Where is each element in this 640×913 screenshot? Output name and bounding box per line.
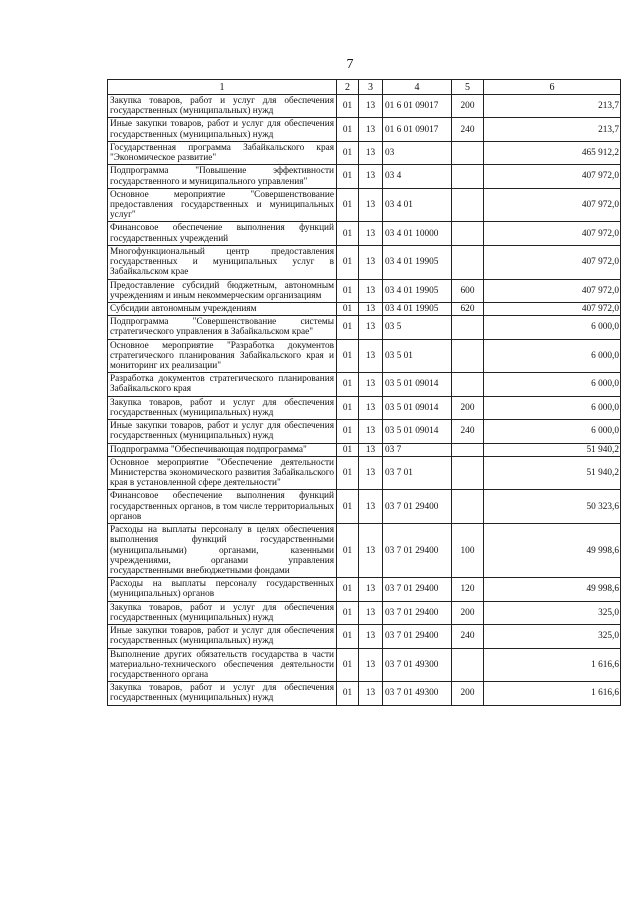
table-row bbox=[108, 456, 621, 490]
header-col-6: 6 bbox=[484, 80, 621, 95]
chapter-code: 01 bbox=[337, 316, 359, 339]
item-name: Расходы на выплаты персоналу в целях обеспечения выполнения функций государственными (муниципальными) органами, казенными учреждениями, органами управления государственными внебюджетными фондами bbox=[108, 524, 337, 578]
item-name: Выполнение других обязательств государства в части материально-технического обеспечения деятельности государственного органа bbox=[108, 648, 337, 682]
expense-type-code bbox=[452, 443, 484, 456]
table-row bbox=[108, 316, 621, 339]
subsection-code: 13 bbox=[359, 222, 383, 245]
chapter-code: 01 bbox=[337, 648, 359, 682]
item-name: Основное мероприятие "Разработка документов стратегического планирования Забайкальского края и мониторинг их реализации" bbox=[108, 339, 337, 373]
subsection-code: 13 bbox=[359, 188, 383, 222]
expense-type-code: 600 bbox=[452, 279, 484, 302]
subsection-code: 13 bbox=[359, 578, 383, 601]
amount: 465 912,2 bbox=[484, 141, 621, 164]
amount: 1 616,6 bbox=[484, 648, 621, 682]
amount: 49 998,6 bbox=[484, 524, 621, 578]
target-article-code: 03 4 01 19905 bbox=[383, 302, 452, 315]
amount: 407 972,0 bbox=[484, 279, 621, 302]
amount: 325,0 bbox=[484, 625, 621, 648]
expense-type-code bbox=[452, 456, 484, 490]
chapter-code: 01 bbox=[337, 302, 359, 315]
table-row bbox=[108, 245, 621, 279]
target-article-code: 01 6 01 09017 bbox=[383, 95, 452, 118]
table-row bbox=[108, 165, 621, 188]
expense-type-code bbox=[452, 373, 484, 396]
target-article-code: 03 5 01 09014 bbox=[383, 373, 452, 396]
chapter-code: 01 bbox=[337, 339, 359, 373]
chapter-code: 01 bbox=[337, 420, 359, 443]
header-col-3: 3 bbox=[359, 80, 383, 95]
subsection-code: 13 bbox=[359, 443, 383, 456]
table-row bbox=[108, 578, 621, 601]
header-col-5: 5 bbox=[452, 80, 484, 95]
expense-type-code bbox=[452, 316, 484, 339]
subsection-code: 13 bbox=[359, 373, 383, 396]
table-row bbox=[108, 141, 621, 164]
chapter-code: 01 bbox=[337, 578, 359, 601]
item-name: Государственная программа Забайкальского края "Экономическое развитие" bbox=[108, 141, 337, 164]
target-article-code: 03 4 01 bbox=[383, 188, 452, 222]
subsection-code: 13 bbox=[359, 524, 383, 578]
chapter-code: 01 bbox=[337, 165, 359, 188]
header-col-1: 1 bbox=[108, 80, 337, 95]
table-row bbox=[108, 625, 621, 648]
table-row bbox=[108, 188, 621, 222]
item-name: Закупка товаров, работ и услуг для обеспечения государственных (муниципальных) нужд bbox=[108, 601, 337, 624]
chapter-code: 01 bbox=[337, 443, 359, 456]
subsection-code: 13 bbox=[359, 601, 383, 624]
expense-type-code bbox=[452, 141, 484, 164]
amount: 213,7 bbox=[484, 118, 621, 141]
table-row bbox=[108, 420, 621, 443]
target-article-code: 03 bbox=[383, 141, 452, 164]
table-row bbox=[108, 373, 621, 396]
chapter-code: 01 bbox=[337, 222, 359, 245]
expense-type-code bbox=[452, 188, 484, 222]
table-row bbox=[108, 682, 621, 705]
chapter-code: 01 bbox=[337, 279, 359, 302]
target-article-code: 03 4 01 10000 bbox=[383, 222, 452, 245]
target-article-code: 01 6 01 09017 bbox=[383, 118, 452, 141]
subsection-code: 13 bbox=[359, 165, 383, 188]
amount: 50 323,6 bbox=[484, 490, 621, 524]
table-row bbox=[108, 396, 621, 419]
item-name: Подпрограмма "Совершенствование системы стратегического управления в Забайкальском крае" bbox=[108, 316, 337, 339]
target-article-code: 03 7 01 29400 bbox=[383, 524, 452, 578]
chapter-code: 01 bbox=[337, 625, 359, 648]
amount: 407 972,0 bbox=[484, 302, 621, 315]
item-name: Иные закупки товаров, работ и услуг для обеспечения государственных (муниципальных) нужд bbox=[108, 420, 337, 443]
table-row bbox=[108, 279, 621, 302]
amount: 51 940,2 bbox=[484, 443, 621, 456]
item-name: Подпрограмма "Обеспечивающая подпрограмма" bbox=[108, 443, 337, 456]
chapter-code: 01 bbox=[337, 188, 359, 222]
target-article-code: 03 5 01 09014 bbox=[383, 396, 452, 419]
subsection-code: 13 bbox=[359, 316, 383, 339]
item-name: Иные закупки товаров, работ и услуг для обеспечения государственных (муниципальных) нужд bbox=[108, 118, 337, 141]
subsection-code: 13 bbox=[359, 302, 383, 315]
amount: 6 000,0 bbox=[484, 316, 621, 339]
item-name: Финансовое обеспечение выполнения функций государственных органов, в том числе территориальных органов bbox=[108, 490, 337, 524]
item-name: Основное мероприятие "Совершенствование предоставления государственных и муниципальных услуг" bbox=[108, 188, 337, 222]
expense-type-code bbox=[452, 165, 484, 188]
expense-type-code: 620 bbox=[452, 302, 484, 315]
item-name: Предоставление субсидий бюджетным, автономным учреждениям и иным некоммерческим организациям bbox=[108, 279, 337, 302]
amount: 6 000,0 bbox=[484, 396, 621, 419]
amount: 407 972,0 bbox=[484, 245, 621, 279]
expense-type-code: 200 bbox=[452, 601, 484, 624]
amount: 407 972,0 bbox=[484, 222, 621, 245]
subsection-code: 13 bbox=[359, 141, 383, 164]
subsection-code: 13 bbox=[359, 245, 383, 279]
table-row bbox=[108, 339, 621, 373]
chapter-code: 01 bbox=[337, 682, 359, 705]
expense-type-code: 240 bbox=[452, 118, 484, 141]
expense-type-code: 240 bbox=[452, 625, 484, 648]
expense-type-code bbox=[452, 339, 484, 373]
table-row bbox=[108, 601, 621, 624]
item-name: Закупка товаров, работ и услуг для обеспечения государственных (муниципальных) нужд bbox=[108, 396, 337, 419]
header-col-4: 4 bbox=[383, 80, 452, 95]
target-article-code: 03 7 01 49300 bbox=[383, 682, 452, 705]
table-row bbox=[108, 524, 621, 578]
subsection-code: 13 bbox=[359, 118, 383, 141]
target-article-code: 03 4 01 19905 bbox=[383, 245, 452, 279]
expense-type-code: 200 bbox=[452, 95, 484, 118]
expense-type-code bbox=[452, 648, 484, 682]
table-row bbox=[108, 302, 621, 315]
header-row bbox=[108, 80, 621, 95]
amount: 6 000,0 bbox=[484, 420, 621, 443]
chapter-code: 01 bbox=[337, 141, 359, 164]
subsection-code: 13 bbox=[359, 279, 383, 302]
amount: 407 972,0 bbox=[484, 188, 621, 222]
expense-type-code bbox=[452, 490, 484, 524]
item-name: Субсидии автономным учреждениям bbox=[108, 302, 337, 315]
chapter-code: 01 bbox=[337, 601, 359, 624]
header-col-2: 2 bbox=[337, 80, 359, 95]
target-article-code: 03 7 bbox=[383, 443, 452, 456]
amount: 51 940,2 bbox=[484, 456, 621, 490]
chapter-code: 01 bbox=[337, 118, 359, 141]
amount: 6 000,0 bbox=[484, 339, 621, 373]
target-article-code: 03 7 01 29400 bbox=[383, 601, 452, 624]
subsection-code: 13 bbox=[359, 339, 383, 373]
table-row bbox=[108, 118, 621, 141]
amount: 6 000,0 bbox=[484, 373, 621, 396]
target-article-code: 03 5 01 bbox=[383, 339, 452, 373]
item-name: Закупка товаров, работ и услуг для обеспечения государственных (муниципальных) нужд bbox=[108, 95, 337, 118]
item-name: Иные закупки товаров, работ и услуг для обеспечения государственных (муниципальных) нужд bbox=[108, 625, 337, 648]
chapter-code: 01 bbox=[337, 373, 359, 396]
table-row bbox=[108, 490, 621, 524]
amount: 407 972,0 bbox=[484, 165, 621, 188]
table-row bbox=[108, 443, 621, 456]
chapter-code: 01 bbox=[337, 456, 359, 490]
table-row bbox=[108, 648, 621, 682]
target-article-code: 03 4 bbox=[383, 165, 452, 188]
chapter-code: 01 bbox=[337, 396, 359, 419]
chapter-code: 01 bbox=[337, 245, 359, 279]
target-article-code: 03 7 01 49300 bbox=[383, 648, 452, 682]
subsection-code: 13 bbox=[359, 490, 383, 524]
item-name: Закупка товаров, работ и услуг для обеспечения государственных (муниципальных) нужд bbox=[108, 682, 337, 705]
subsection-code: 13 bbox=[359, 95, 383, 118]
expense-type-code: 100 bbox=[452, 524, 484, 578]
item-name: Многофункциональный центр предоставления государственных и муниципальных услуг в Забайкальском крае bbox=[108, 245, 337, 279]
target-article-code: 03 4 01 19905 bbox=[383, 279, 452, 302]
target-article-code: 03 7 01 29400 bbox=[383, 625, 452, 648]
expense-type-code: 240 bbox=[452, 420, 484, 443]
target-article-code: 03 7 01 29400 bbox=[383, 578, 452, 601]
target-article-code: 03 7 01 29400 bbox=[383, 490, 452, 524]
subsection-code: 13 bbox=[359, 682, 383, 705]
table-row bbox=[108, 95, 621, 118]
expense-type-code bbox=[452, 245, 484, 279]
amount: 1 616,6 bbox=[484, 682, 621, 705]
chapter-code: 01 bbox=[337, 95, 359, 118]
target-article-code: 03 7 01 bbox=[383, 456, 452, 490]
expense-type-code: 120 bbox=[452, 578, 484, 601]
page-number: 7 bbox=[346, 57, 354, 72]
expense-type-code: 200 bbox=[452, 682, 484, 705]
item-name: Разработка документов стратегического планирования Забайкальского края bbox=[108, 373, 337, 396]
subsection-code: 13 bbox=[359, 648, 383, 682]
subsection-code: 13 bbox=[359, 625, 383, 648]
target-article-code: 03 5 01 09014 bbox=[383, 420, 452, 443]
subsection-code: 13 bbox=[359, 456, 383, 490]
expense-type-code: 200 bbox=[452, 396, 484, 419]
item-name: Расходы на выплаты персоналу государственных (муниципальных) органов bbox=[108, 578, 337, 601]
item-name: Финансовое обеспечение выполнения функций государственных учреждений bbox=[108, 222, 337, 245]
amount: 325,0 bbox=[484, 601, 621, 624]
amount: 213,7 bbox=[484, 95, 621, 118]
chapter-code: 01 bbox=[337, 490, 359, 524]
amount: 49 998,6 bbox=[484, 578, 621, 601]
subsection-code: 13 bbox=[359, 396, 383, 419]
item-name: Основное мероприятие "Обеспечение деятельности Министерства экономического развития Забайкальского края в установленной сфере деятельности" bbox=[108, 456, 337, 490]
item-name: Подпрограмма "Повышение эффективности государственного и муниципального управления" bbox=[108, 165, 337, 188]
expense-type-code bbox=[452, 222, 484, 245]
chapter-code: 01 bbox=[337, 524, 359, 578]
budget-table bbox=[107, 79, 621, 706]
table-row bbox=[108, 222, 621, 245]
subsection-code: 13 bbox=[359, 420, 383, 443]
target-article-code: 03 5 bbox=[383, 316, 452, 339]
